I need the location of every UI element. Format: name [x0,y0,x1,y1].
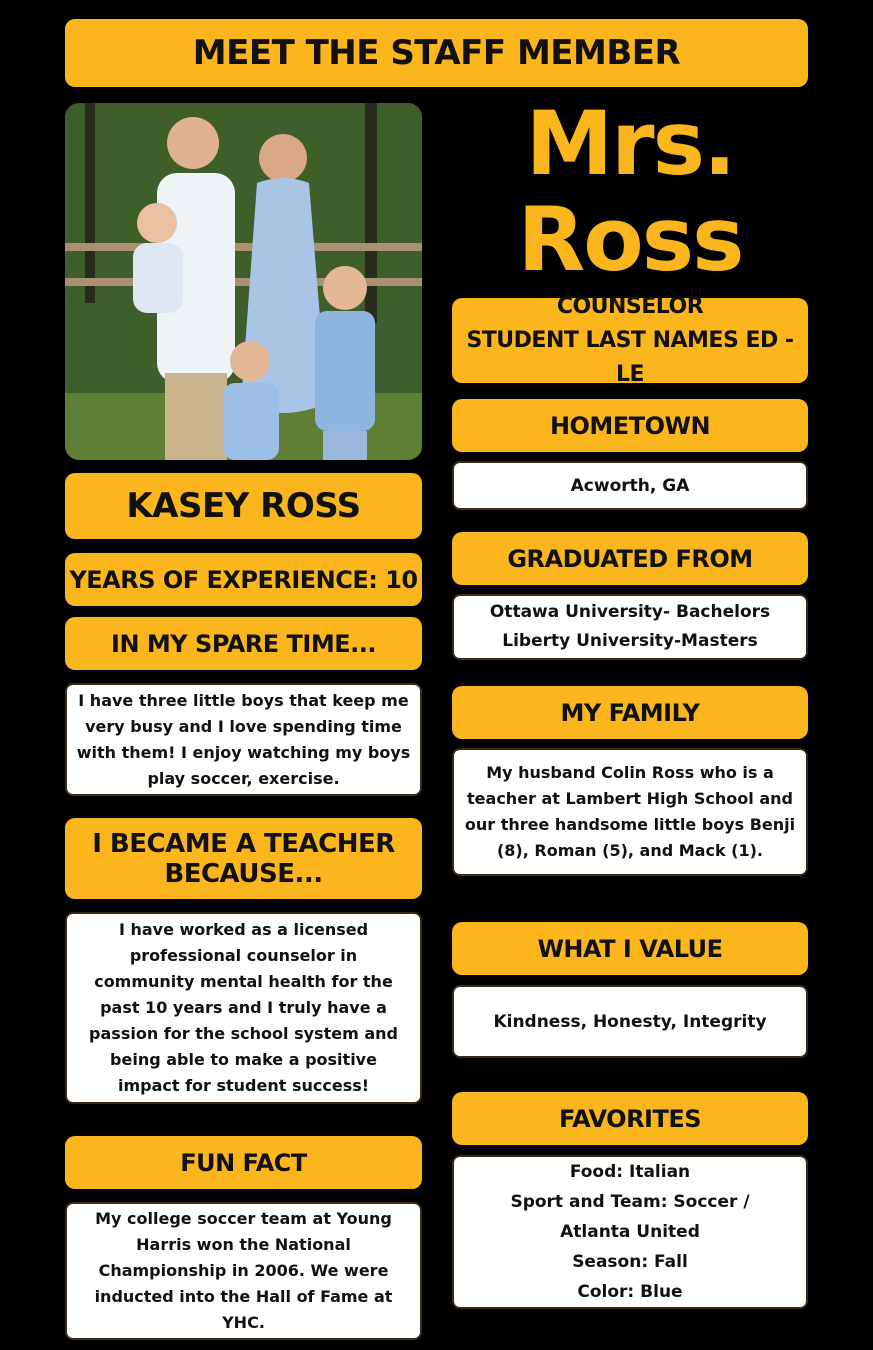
spare-time-heading-banner [65,617,422,670]
became-teacher-text: I have worked as a licensed professional counselor in community mental health for the past 10 years and I truly have a passion for the school system and being able to make a positive impact for student success! [89,920,398,1095]
fun-fact-text: My college soccer team at Young Harris won the National Championship in 2006. We were inducted into the Hall of Fame at YHC. [94,1209,393,1332]
family-photo-icon [65,103,422,460]
spare-time-card [65,683,422,796]
fun-fact-card [65,1202,422,1340]
hometown-heading: HOMETOWN [549,411,711,440]
page-title: MEET THE STAFF MEMBER [192,33,681,73]
hometown-card [452,461,808,510]
family-photo [65,103,422,460]
value-heading: WHAT I VALUE [537,934,723,963]
value-heading-banner [452,922,808,975]
hometown-heading-banner [452,399,808,452]
role-assignment: STUDENT LAST NAMES ED - LE [466,327,794,387]
display-name [452,92,808,291]
family-heading-banner [452,686,808,739]
family-heading: MY FAMILY [560,698,700,727]
page-header-banner [65,19,808,87]
full-name-banner [65,473,422,539]
value-text: Kindness, Honesty, Integrity [493,1011,767,1032]
experience-label: YEARS OF EXPERIENCE: 10 [69,565,418,594]
display-name-line1: Mrs. [525,92,735,195]
became-teacher-heading-banner [65,818,422,899]
fun-fact-heading: FUN FACT [180,1148,307,1177]
hometown-value: Acworth, GA [570,475,690,496]
became-teacher-card [65,912,422,1104]
value-card [452,985,808,1058]
favorites-heading-banner [452,1092,808,1145]
graduated-heading: GRADUATED FROM [507,544,753,573]
fun-fact-heading-banner [65,1136,422,1189]
role-banner [452,293,808,387]
graduated-card [452,594,808,660]
full-name: KASEY ROSS [126,486,361,526]
graduated-value: Ottawa University- Bachelors Liberty University-Masters [489,602,771,651]
family-text: My husband Colin Ross who is a teacher at Lambert High School and our three handsome little boys Benji (8), Roman (5), and Mack (1). [464,763,796,860]
favorites-card [452,1155,808,1309]
graduated-heading-banner [452,532,808,585]
experience-banner [65,553,422,606]
spare-time-heading: IN MY SPARE TIME... [111,629,376,658]
spare-time-text: I have three little boys that keep me very busy and I love spending time with them! I enjoy watching my boys play soccer, exercise. [76,690,411,788]
favorites-text: Food: Italian Sport and Team: Soccer / Atlanta United Season: Fall Color: Blue [510,1162,750,1302]
role-title: COUNSELOR [556,293,704,319]
favorites-heading: FAVORITES [558,1104,702,1133]
family-card [452,748,808,876]
became-teacher-heading: I BECAME A TEACHER BECAUSE... [92,828,395,889]
display-name-line2: Ross [517,188,743,291]
